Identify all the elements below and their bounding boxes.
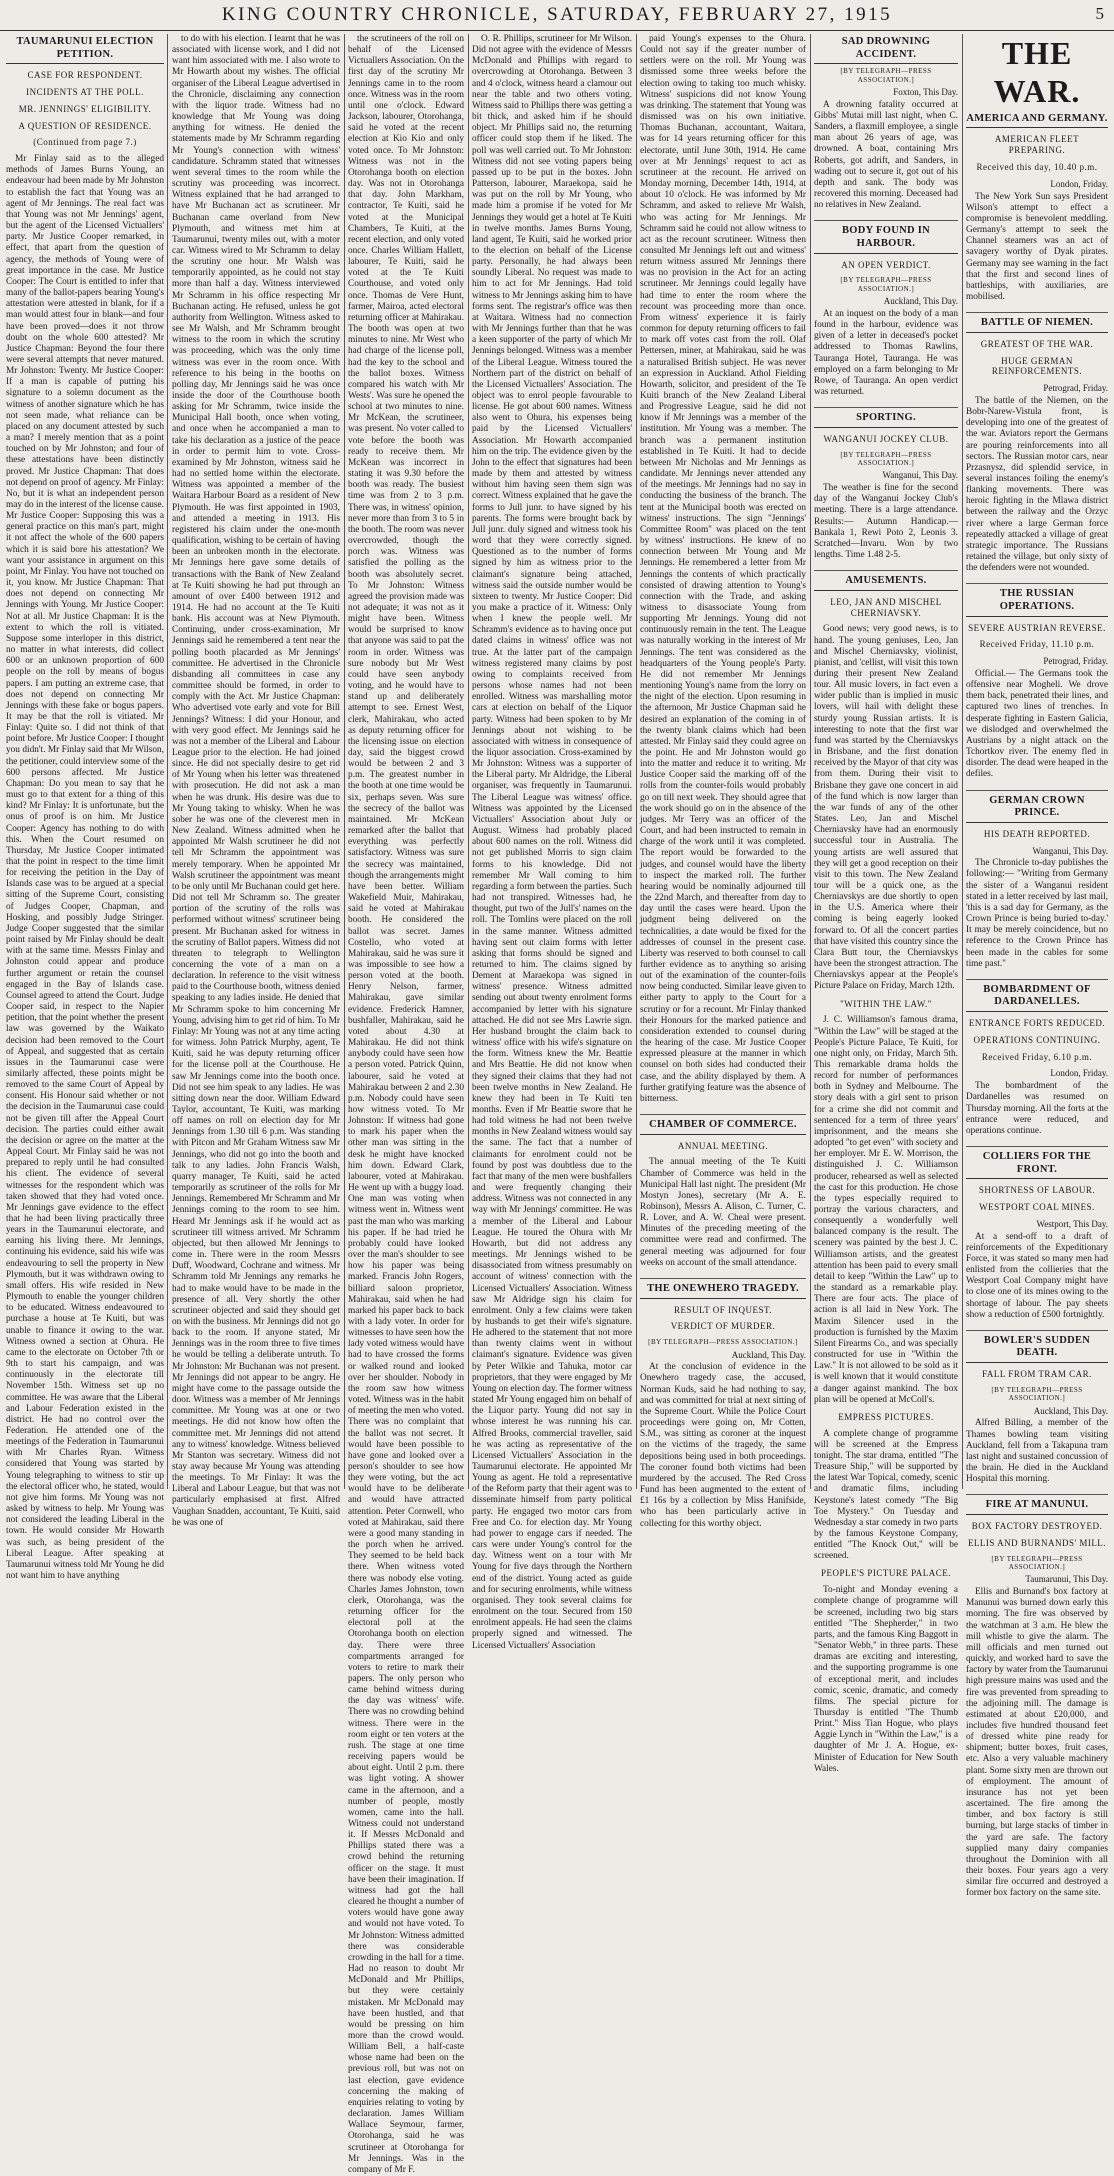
dateline: Petrograd, Friday. — [1043, 656, 1108, 667]
article-text: Official.— The Germans took the offensive near Mogheli. We drove them back, penetrated their lines, and captured two lines of trenches. In desperate fighting in Eastern Galicia, we dislodged and overwhelmed the Austrians by a night attack on the Tchortkov river. The enemy fled in disorder. The dead were heaped in the defiles. — [966, 668, 1108, 780]
divider — [966, 783, 1108, 791]
subheading: "WITHIN THE LAW." — [840, 998, 932, 1009]
subheading: GREATEST OF THE WAR. — [980, 338, 1094, 349]
dateline: Foxton, This Day. — [893, 86, 958, 97]
dateline: London, Friday. — [1050, 178, 1108, 189]
column-7 — [966, 34, 1108, 1899]
column-4 — [472, 34, 632, 1651]
harbour-heading: BODY FOUND IN HARBOUR. — [814, 225, 958, 253]
dateline: Wanganui, This Day. — [882, 470, 958, 481]
subheading: WANGANUI JOCKEY CLUB. — [823, 433, 949, 444]
received-time: Received Friday, 6.10 p.m. — [981, 1051, 1093, 1062]
subheading: RESULT OF INQUEST. — [673, 1304, 773, 1315]
column-rule — [636, 34, 637, 1489]
column-6 — [814, 34, 958, 1774]
subheading: HUGE GERMAN REINFORCEMENTS. — [991, 355, 1083, 377]
divider — [966, 576, 1108, 584]
sporting-heading: SPORTING. — [814, 412, 958, 428]
subheading: WESTPORT COAL MINES. — [979, 1202, 1095, 1213]
russian-heading: THE RUSSIAN OPERATIONS. — [966, 588, 1108, 616]
divider — [966, 1487, 1108, 1495]
article-text: The bombardment of the Dardanelles was resumed on Thursday morning. All the forts at the entrance were reduced, and operations continue. — [966, 1081, 1108, 1136]
the-war-title: THE WAR. — [993, 35, 1081, 110]
wire-credit: [BY TELEGRAPH—PRESS ASSOCIATION.] — [840, 67, 932, 84]
divider — [640, 1271, 806, 1279]
subheading: ANNUAL MEETING. — [677, 1140, 769, 1151]
article-text: The battle of the Niemen, on the Bobr-Narew-Vistula front, is developing into one of the greatest of the war. Aviators report the Germans are pouring reinforcements into all sectors. The Russian motor cars, near Przasnysz, did splendid service, in several instances foiling the enemy's flanking movements. There was heroic fighting in the Mlawa district between the railway and the Orzyc river where a large German force repeatedly attacked a village of great strategic importance. The Russians retained the village, but only sixty of the defenders were not wounded. — [966, 395, 1108, 574]
masthead-title: KING COUNTRY CHRONICLE, SATURDAY, FEBRUARY 27, 1915 — [221, 4, 893, 25]
article-text: paid Young's expenses to the Ohura. Could not say if the greater number of settlers were on the roll. Mr Young was dismissed some three weeks before the election owing to taking too much whisky. Witness' suspicions did not know Young was drinking. The statement that Young was dismissed was on his own initiative. Thomas Buchanan, accountant, Waitara, was for 14 years returning officer for this electorate, until June 30th, 1914. He came over at Mr Jennings' request to act as scrutineer at the recount. He arrived on Monday morning, December 14th, 1914, at about 10 o'clock. He was informed by Mr Schramm, and asked to relieve Mr Walsh, who was acting for Mr Jennings. Mr Schramm said he could not allow witness to act as the recount scrutineer. Witness then consulted Mr Jennings left out and witness' return witness assured Mr Jennings there was no provision in the Act for an acting scrutineer. Mr Jennings could legally have had time to enter the room where the recount was proceeding more than once. From witness' experience it is fairly common for deputy returning officers to fail to mark off votes cast from the roll. Olaf Pettersen, miner, at Mahirakau, said he was a naturalised British subject. He was never an expression in Auckland. Athol Fielding Howarth, solicitor, and president of the Te Kuiti branch of the New Zealand Liberal and Progressive League, said he did not know if Mr Jennings was a member of the institution. Mr Young was a member. The branch was a permanent institution established in Te Kuiti. It had to decide between Mr Nicholas and Mr Jennings as candidate. Mr Jennings never attended any of the meetings. Mr Jennings had no say in conducting the business of the branch. The tent at the Municipal booth was erected on witness' instructions. The sign "Jennings' Committee Room" was placed on the tent by witness' instructions. He knew of no connection between Mr Young and Mr Jennings. He remembered a letter from Mr Jennings the contents of which practically consisted of drawing attention to Young's connection with the Trade, and asking witness to disassociate Young from supporting Mr Jennings. Young did not continuously remain in the tent. The League was naturally working in the interest of Mr Jennings. The tent was considered as the headquarters of the Young people's Party. He did not remember Mr Jennings mentioning Young's name from the lorry on the night of the election. Upon resuming in the afternoon, Mr Justice Chapman said he desired an explanation of the coming in of the twenty blank claims which had been attested. Mr Finlay said they could agree on the point. He and Mr Johnston would go into the matter and reduce it to writing. Mr Justice Cooper said the marking off of the rolls from the counter-foils would probably go on till next week. They should agree that the work should go on in the absence of the judges. Mr Terry was an officer of the Court, and had been instructed to remain in charge of the work until it was completed. The report would be forwarded to the judges, and counsel would have the liberty to inspect the marked roll. The further hearing would be nominally adjourned till the 22nd March, and thereafter from day to day until the cases were heard. Upon the judgment being delivered on the technicalities, a date would be fixed for the addresses of counsel in the present case. Liberty was reserved to both counsel to call further evidence as to anything so arising out of the examination of the counter-foils now being conducted. Similar leave given to either party to apply to the Court for a scrutiny or for a recount. Mr Finlay thanked their Honours for the marked patience and consideration extended to counsel during the hearing of the case. Mr Justice Cooper expressed pleasure at the manner in which counsel on both sides had conducted their case, and the ability displayed by them. A further gratifying feature was the absence of bitterness. — [640, 34, 807, 1104]
divider — [966, 1323, 1108, 1331]
dateline: Auckland, This Day. — [731, 1349, 806, 1360]
subheading: MR. JENNINGS' ELIGIBILITY. — [18, 103, 152, 114]
received-time: Received this day, 10.40 p.m. — [976, 161, 1098, 172]
article-text: J. C. Williamson's famous drama, "Within the Law" will be staged at the People's Picture Palace, Te Kuiti, for one night only, on Friday, March 5th. This remarkable drama holds the record for number of performances both in Sydney and Melbourne. The story deals with a girl sent to prison for a crime she did not commit and sentenced for a term of three years' imprisonment, and the means she adopted "to get even" with society and her employer. Mr E. W. Morrison, the distinguished J. C. Williamson producer, rehearsed as well as selected the cast for this production. He chose the types especially required to portray the various characters, and consequently a wonderfully well balanced company is the result. The scenery was painted by the best J. C. Williamson artists, and the greatest attention has been paid to every small detail to keep "Within the Law" up to the standard as a remarkable play. There are four acts. The place of action is all laid in New York. The Maxim Silencer used in the production is furnished by the Maxim Silent Firearms Co., and was specially constructed for use in "Within the Law." It is not allowed to be sold as it is well known that it would constitute a danger against mankind. The box plan will be opened at McColl's. — [814, 1015, 958, 1405]
amusements-heading: AMUSEMENTS. — [814, 575, 958, 591]
subheading: A QUESTION OF RESIDENCE. — [18, 120, 152, 131]
subheading: ENTRANCE FORTS REDUCED. — [968, 1018, 1106, 1029]
dateline: Auckland, This Day. — [1033, 1405, 1108, 1416]
bowler-heading: BOWLER'S SUDDEN DEATH. — [966, 1335, 1108, 1363]
fire-heading: FIRE AT MANUNUI. — [966, 1499, 1108, 1515]
received-time: Received Friday, 11.10 p.m. — [979, 639, 1095, 650]
dateline: Westport, This Day. — [1036, 1218, 1108, 1229]
dardanelles-heading: BOMBARDMENT OF DARDANELLES. — [966, 984, 1108, 1012]
article-text: Mr Finlay said as to the alleged methods of James Burns Young, an endeavour had been made by Mr Johnston to establish the fact that Young was an agent of Mr Jennings. The real fact was that Young was not Mr Jennings' agent, but the agent of the Licensed Victuallers' party. Mr Justice Cooper remarked, in effect, that apart from the question of agency, the methods of Young were of great importance in the case. Mr Justice Cooper: The Court is entitled to infer that many of the ballot-papers bearing Young's attestation were attested in blank, for if a man would attest four in blank—and four have been proved—does it not throw doubt on the whole 600 attested? Mr Justice Chapman: Beyond the four there were several attempts that never matured. Mr Johnston: Twenty. Mr Justice Cooper: If a man is capable of putting his signature to a solemn document as the witness of another signature which he has not seen made, what reliance can be placed on any document attested by such a man? I merely mention that as a point touched on by Mr Johnston; and four of these attestations have been distinctly proved. Mr Justice Chapman: That does not depend on proof of agency. Mr Finlay: No, but it is what an independent person may do in the interest of the license cause. Mr Justice Cooper: Supposing this was a general practice on this man's part, might it not affect the whole of the 600 papers which it is said bore his attestation? We want your assistance in argument on this point, Mr Finlay. You have not touched on it, you know. Mr Justice Chapman: That does not depend on connecting Mr Jennings with Young. Mr Justice Cooper: Not at all. Mr Justice Chapman: It is the extent to which the roll is vitiated. Suppose some interloper in this district, no matter in what interests, did collect 600 or an unknown proportion of 600 people on the roll by means of bogus papers. I am putting an extreme case, that does not depend on connecting Mr Jennings with these fake or bogus papers. It may be that the roll is vitiated. Mr Finlay: Quite so. I did not think of that point before. Mr Justice Cooper: I thought you didn't. Mr Finlay said that Mr Wilson, the petitioner, could interview some of the 600 persons affected. Mr Justice Chapman: Do you mean to say that he must go to that extent for a thing of this kind? Mr Finlay: It is unfortunate, but the onus of proof is on him. Mr Justice Cooper: Agency has nothing to do with this. When the Court resumed on Thursday, Mr Justice Cooper intimated that the point in respect to the time limit for receiving the petition in the Day of Islands case was to be argued at a special sitting of the Supreme Court, consisting of Judges Cooper, Chapman, and Hosking, and possibly Judge Stringer. Judge Cooper suggested that the similar point raised by Mr Finlay should be dealt with at the same time. Messrs Finlay and Johnston could appear and produce further argument or retain the counsel engaged in the Bay of Islands case. Counsel agreed to attend the Court. Judge Cooper said, in respect to the Napier petition, that the point whether the present law was governed by the Waikato decision had been removed to the Court of Appeal, and suggested that as certain issues in the Taumarunui case were similarly affected, these points might be removed to the same Court of Appeal by consent. His Honour said whether or not the decision in the Taumarunui case could not be given till after the Appeal Court decision. The parties could either await the decision or agree on the matter at the Appeal Court. Mr Finlay said he was not prepared to reply until he had consulted his client. The evidence of several witnesses for the respondent which was taken showed that they had voted once. Mr Jennings gave evidence to the effect that he had been living practically three years in the Taumarunui electorate, and earning his living there. Mr Jennings, continuing his evidence, said his wife was endeavouring to sell the property in New Plymouth, but it was withdrawn owing to small offers. His wife resided in New Plymouth to enable the younger children to be educated. Witness endeavoured to purchase a house at Te Kuiti, but was unable to finance it owing to the war. Witness owned a section at Ohura. He came to the electorate on October 7th or 9th to start his campaign, and was continuously in the electorate till November 15th. Witness set up no committee. He was aware that the Liberal and Labour Federation existed in the district. He had no control over the Federation. He attended one of the meetings of the Federation in Taumarunui with Mr Charles Ryan. Witness considered that Young was started by Young telegraphing to witness to stir up the electoral officer who, he stated, would not give him forms. Mr Young was not asked by witness to help. Mr Young was not considered the leading Liberal in the town. He would consider Mr Howarth was such, as being president of the Liberal League. After speaking at Taumarunui witness told Mr Young he did not want him to have anything — [6, 154, 164, 1582]
subheading: HIS DEATH REPORTED. — [983, 828, 1091, 839]
divider — [814, 400, 958, 408]
article-text: Alfred Billing, a member of the Thames bowling team visiting Auckland, fell from a Takapuna tram last night and sustained concussion of the brain. He died in the Auckland Hospital this morning. — [966, 1418, 1108, 1485]
subheading: SHORTNESS OF LABOUR. — [978, 1185, 1096, 1196]
subheading: PEOPLE'S PICTURE PALACE. — [820, 1568, 952, 1579]
wire-credit: [BY TELEGRAPH—PRESS ASSOCIATION.] — [991, 1554, 1083, 1571]
dateline: Wanganui, This Day. — [1032, 845, 1108, 856]
wire-credit: [BY TELEGRAPH—PRESS ASSOCIATION.] — [840, 450, 932, 467]
drowning-heading: SAD DROWNING ACCIDENT. — [814, 36, 958, 64]
subheading: INCIDENTS AT THE POLL. — [26, 86, 144, 97]
column-rule — [344, 34, 345, 1489]
subheading: EMPRESS PICTURES. — [838, 1411, 934, 1422]
niemen-heading: BATTLE OF NIEMEN. — [966, 317, 1108, 333]
article-text: At the conclusion of evidence in the Onewhero tragedy case, the accused, Norman Kuds, said he had nothing to say, and was committed for trial at next sitting of the Supreme Court. While the Police Court proceedings were going on, Mr Cotten, S.M., was sitting as coroner at the inquest on the victims of the tragedy, the same depositions being used in both proceedings. The coroner found both victims had been murdered by the accused. The Red Cross Fund has been augmented to the extent of £1 16s by a collection by Miss Hanifside, who has been particularly active in collecting for this worthy object. — [640, 1362, 806, 1529]
article-text: The Chronicle to-day publishes the following:— "Writing from Germany the sister of a Wanganui resident stated in a letter received by last mail, 'this is a sad day for Germany, as the Crown Prince is being buried to-day.' It may be merely coincidence, but no reference to the Crown Prince has been made in the cables for some time past." — [966, 858, 1108, 969]
column-rule — [962, 34, 963, 1489]
article-text: Ellis and Burnand's box factory at Manunui was burned down early this morning. The fire was observed by the watchman at 3 a.m. He blew the mill whistle to give the alarm. The mill officials and men turned out quickly, and worked hard to save the factory by water from the Taumarunui high pressure mains was used and the fire was prevented from spreading to the adjoining mill. The damage is estimated at about £20,000, and includes five hundred thousand feet of dressed white pine ready for shipment; butter boxes, fruit cases, etc. Also a very valuable machinery plant. Some sixty men are thrown out of employment. The amount of insurance has not yet been ascertained. The fire among the timber, and box factory is still burning, but large stacks of timber in the yard are safe. The factory supplied many dairy companies throughout the Dominion with all their boxes. Four years ago a very similar fire occurred and destroyed a former box factory on the same site. — [966, 1587, 1108, 1899]
dateline: Petrograd, Friday. — [1043, 383, 1108, 394]
article-text: At a send-off to a draft of reinforcements of the Expeditionary Force, it was stated so many men had enlisted from the collieries that the Westport Coal Company might have to close one of its mines owing to the shortage of labour. The pay sheets show a reduction of £500 fortnightly. — [966, 1231, 1108, 1320]
subheading: SEVERE AUSTRIAN REVERSE. — [968, 622, 1106, 633]
divider — [814, 213, 958, 221]
column-1 — [6, 34, 164, 1582]
article-text: To-night and Monday evening a complete change of programme will be screened, including two big stars entitled "The Shepherder," in two parts, and the famous King Baggott in "Senator Webb," in three parts. These dramas are exciting and interesting, and the supporting programme is one of exceptional merit, and includes comic, scenic, dramatic, and comedy films. The special picture for Thursday is entitled "The Thumb Print." Miss Tian Hogue, who plays Aggie Lynch in "Within the Law," is a daughter of Mr J. A. Hogue, ex-Minister of Education for New South Wales. — [814, 1585, 958, 1774]
article-text: The weather is fine for the second day of the Wanganui Jockey Club's meeting. There is a large attendance. Results:— Autumn Handicap.— Bankala 1, Rewi Poto 2, Leonis 3. Scratched—Invaru. Won by two lengths. Time 1.48 2-5. — [814, 483, 958, 561]
onewhero-heading: THE ONEWHERO TRAGEDY. — [640, 1283, 806, 1299]
article-text: A complete change of programme will be screened at the Empress tonight. The star drama, entitled "The Treasure Ship," will be supported by the latest War Topical, comedy, scenic and dramatic films, including Keystone's latest comedy "The Big Toe Mystery." On Tuesday and Wednesday a star comedy in two parts by the famous Keystone Company, entitled "The Knock Out," will be screened. — [814, 1428, 958, 1562]
colliers-heading: COLLIERS FOR THE FRONT. — [966, 1151, 1108, 1179]
divider — [640, 1107, 806, 1115]
divider — [814, 563, 958, 571]
subheading: ELLIS AND BURNANDS' MILL. — [967, 1537, 1107, 1548]
column-2 — [172, 34, 340, 1528]
subheading: OPERATIONS CONTINUING. — [973, 1034, 1101, 1045]
column-3 — [348, 34, 464, 2175]
subheading: BOX FACTORY DESTROYED. — [971, 1520, 1103, 1531]
column-rule — [167, 34, 168, 1489]
dateline: London, Friday. — [1050, 1068, 1108, 1079]
election-petition-heading: TAUMARUNUI ELECTION PETITION. — [6, 36, 164, 64]
divider — [966, 972, 1108, 980]
subheading: VERDICT OF MURDER. — [670, 1321, 776, 1332]
subheading: AMERICAN FLEET PREPARING. — [994, 134, 1080, 156]
article-text: to do with his election. I learnt that he was associated with license work, and I did not want him associated with me. I also wrote to Mr Howarth about my wishes. The official organiser of the Liberal League advertised in the Chronicle, disclaiming any connection with the liquor trade. Witness had no knowledge that Mr Young was doing anything for witness. He denied the statements made by Mr Schramm regarding Mr Young's connection with witness' candidature. Schramm stated that witnesses went several times to the room while the scrutiny was proceeding was incorrect. Witness explained that he had arranged to have Mr Buchanan act as scrutineer. Mr Buchanan came overland from New Plymouth, and witness met him at Taumarunui, twenty miles out, with a motor car. Witness wired to Mr Schramm to delay the scrutiny one hour. Mr Walsh was temporarily appointed, as he could not stay more than half a day. Witness interviewed Mr Schramm in his office respecting Mr Buchanan acting. He refused, unless he got authority from Wellington. Witness asked to see Mr Walsh, and Mr Schramm brought witness to the room in which the scrutiny was proceeding, which was the only time witness was ever in the room once. With reference to his being in the booths on polling day, Mr Jennings said he was once inside the door of the Courthouse booth asking for Mr Schramm, twice inside the Municipal Hall booth, once when voting, and once when he accompanied a man to take his declaration as a justice of the peace in order to permit him to vote. Cross-examined by Mr Johnston, witness said he had no settled home within the electorate. Witness was appointed a member of the Waitara Harbour Board as a resident of New Plymouth. He was first appointed in 1903, and attended a meeting in 1913. His registered his claim under the one-month qualification, wishing to be certain of having been an unbroken month in the electorate. Mr Jennings here gave some details of transactions with the Bank of New Zealand at Te Kuiti showing he had put through an amount of over £400 between 1912 and 1914. He had no account at the Te Kuiti bank. His account was at New Plymouth. Continuing, under cross-examination, Mr Jennings said he remembered a tent near the polling booth placarded as Mr Jennings' committee. He advertised in the Chronicle disbanding all committees in case any committee should be formed, in order to comply with the Act. Mr Justice Chapman: Who advertised vote early and vote for Bill Jennings? Witness: I did your Honour, and with very good effect. Mr Jennings said he was not a member of the Liberal and Labour League prior to the election. He had joined since. He did not specially desire to get rid of Mr Young when his letter was threatened with prosecution. He did not ask a man when he was drunk. His desire was due to Mr Young taking to whisky. When he was sober he was one of the cleverest men in New Zealand. Witness admitted when he appointed Mr Walsh scrutineer he did not tell Mr Schramm the appointment was merely temporary. When he appointed Mr Walsh scrutineer the appointment was meant to be only until Mr Buchanan could get here. Did not tell Mr Schramm so. The greater portion of the scrutiny of the rolls was performed without witness' scrutineer being present. Mr Buchanan asked for witness in the scrutiny of Ballot papers. Witness did not threaten to telegraph to Wellington concerning the vote of a man on a declaration. In reference to the visit witness paid to the Courthouse booth, witness denied speaking to any ladies inside. He denied that Mr Schramm spoke to him concerning Mr Young, advising him to get rid of him. To Mr Finlay: Mr Young was not at any time acting for witness. John Patrick Murphy, agent, Te Kuiti, said he was deputy returning officer for the license poll at the Courthouse. He saw Mr Jennings come into the booth once. Did not see him speak to any ladies. He was sitting down near the door. William Edward Taylor, accountant, Te Kuiti, was marking off names on roll on election day for Mr Jennings from 1.30 till 6 p.m. Was standing with Pitcon and Mr Graham Witness saw Mr Jennings, who did not go into the booth and talk to any ladies. John Francis Walsh, quarry manager, Te Kuiti, said he acted temporarily as scrutineer of the rolls for Mr Jennings. Remembered Mr Schramm and Mr Jennings coming to the room to see him. Heard Mr Jennings ask if he would act as scrutineer till witness arrived. Mr Schramm objected, but then allowed Mr Jennings to come in. There were in the room Messrs Duff, Woodward, Cochrane and witness. Mr Schramm told Mr Jennings any remarks he had to make would have to be made in the presence of all. Very shortly the other scrutineer objected and said they should get on with the business. Mr Jennings did not go back to the room. If anyone stated, Mr Jennings was in the room three to five times he would be telling a deliberate untruth. To Mr Johnston: Mr Buchanan was not present. Mr Jennings did not appear to be angry. He might have come to the passage outside the door. Witness was a member of Mr Jennings committee. Mr Young was at one or two meetings. He did not know how often the committee met. Mr Jennings did not attend any to witness' knowledge. Witness believed Mr Stanton was secretary. Witness did not stay away because Mr Young was attending the meetings. To Mr Finlay: It was the Liberal and Labour League, but that was not particularly emphasised at first. Alfred Vaughan Snadden, accountant, Te Kuiti, said he was one of — [172, 34, 340, 1528]
article-text: Good news; very good news, is to hand. The young geniuses, Leo, Jan and Mischel Cherniavsky, violinist, pianist, and 'cellist, will visit this town during their present New Zealand tour. All music lovers, in fact even a wider public than is implied in music lovers, will hail with delight these sturdy young Russian artists. It is interesting to note that the first war fund was started by the Cherniavskys in Brisbane, and the first donation received by the Mayor of that city was from them. During their visit to Brisbane they gave one concert in aid of the fund which is now larger than the war funds of any of the other States. Leo, Jan and Mischel Cherniavsky have had an enormously successful tour in Australia. The young artists are well assured that they will get a good reception on their visit to this town. The New Zealand tour will be a quick one, as the Cherniavskys are due shortly to open in the U.S. America where their coming is being eagerly looked forward to. Of all the concert parties that have visited this country since the Clara Butt tour, the Cherniavskys have been the strongest attraction. The Cherniavskys appear at the People's Picture Palace on Friday, March 12th. — [814, 624, 958, 992]
dateline: Auckland, This Day. — [883, 296, 958, 307]
subheading: AN OPEN VERDICT. — [841, 259, 931, 270]
article-text: The annual meeting of the Te Kuiti Chamber of Commerce was held in the Municipal Hall last night. The president (Mr Mostyn Jones), secretary (Mr A. E. Robinson), Messrs A. Alison, C. Turner, C. R. Lover, and A. W. Cheal were present. Minutes of the preceding meeting of the committee were read and confirmed. The general meeting was adjourned for four weeks on account of the small attendance. — [640, 1157, 806, 1268]
subheading: CASE FOR RESPONDENT. — [27, 70, 143, 81]
article-text: At an inquest on the body of a man found in the harbour, evidence was given of a letter in deceased's pocket addressed to Thomas Rawlins, Tauranga Hotel, Tauranga. He was employed on a farm belonging to Mr Rowe, of Tauranga. An open verdict was returned. — [814, 308, 958, 397]
page-number: 5 — [1095, 4, 1104, 23]
masthead — [0, 0, 1114, 31]
crown-prince-heading: GERMAN CROWN PRINCE. — [966, 795, 1108, 823]
article-text: O. R. Phillips, scrutineer for Mr Wilson. Did not agree with the evidence of Messrs McDonald and Phillips with regard to overcrowding at Otorohanga. Between 3 and 4 o'clock, witness heard a clamour out near the table and two others voting. Witness said to Phillips there was getting a bit thick, and asked him if he should object. Mr Phillips said no, the returning officer could stop them if he liked. The poll was well carried out. To Mr Johnston: Witness did not see voting papers being passed up to be put in the boxes. John Patterson, labourer, Maraekopa, said he was put on the roll by Mr Young, who made him a promise if he voted for Mr Jennings they would get a hotel at Te Kuiti in twelve months. James Burns Young, land agent, Te Kuiti, said he worked prior to the election on behalf of the License party. Personally, he had always been soundly Liberal. No request was made to him to act for Mr Jennings. Had told witness to Mr Jennings asking him to have forms sent. The registrar's office was then at Waitara. Witness had no connection with Mr Jennings further than that he was a keen supporter of the party of which Mr Jennings belonged. Witness was a member of the Liberal League. Witness toured the Northern part of the district on behalf of the Licensed Victuallers' Association. The object was to enrol people favourable to license. He got about 600 names. Witness also went to Ohura, his expenses being paid by the Licensed Victuallers' Association. Mr Howarth accompanied him on the trip. The evidence given by the John to the effect that signatures had been made by them and attested by witness without him having seen them sign was correct. Witness explained that he gave the forms to Jull junr. to have signed by his parents. The forms were brought back by Jull junr. duly signed and witness took his word that they were correctly signed. Questioned as to the number of forms signed by him as witness prior to the claimant's signature being attached, witness said the outside number would be sixteen to twenty. Mr Justice Cooper: Did you make a practice of it. Witness: Only when I knew the people well. Mr Schramm's evidence as to having once put dated claims in witness' office was not true. At the latter part of the campaign witness registered many claims by post owing to complaints received from persons whose names had not been enrolled. Witness was marshalling motor cars at election on behalf of the Liquor party. Witness had been spoken to by Mr Jennings about not wishing to be associated with witness in consequence of the liquor association. Cross-examined by Mr Johnston: Witness was a supporter of the Liberal party. Mr Aldridge, the Liberal organiser, was frequently in Taumarunui. The Liberal League was witness' office. Witness was appointed by the Licensed Victuallers' Association about July or August. Witness had probably placed about 600 names on the roll. Witness did not get published Morris to sign claim forms to his knowledge. Did not remember Mr Wall coming to him regarding a form between the parties. Such had not transpired. Witnesses had, he thought, put two of the Jull's' names on the roll. The Tomlins were placed on the roll in the same manner. Witness admitted having sent out claim forms with letter asking that forms should be signed and returned to him. The claims signed by Dement at Maraekopa was signed in witness' presence. Witness admitted sending out about twenty enrolment forms accompanied by letter with his signature attached. He did not see Mrs Lawrie sign. Her husband brought the claim back to witness' office with his wife's signature on the form. Witness knew the Mr. Beattie and Mrs Beattie. He did not know when they signed their claims that they had not been twelve months in New Zealand. He knew they had been in Te Kuiti ten months. Even if Mr Beattie swore that he had told witness he had not been twelve months in New Zealand witness would say the same. The fact that a number of claimants for enrolment could not be found by post was doubtless due to the fact that many of the men were bushfallers and were frequently changing their address. Witness was not connected in any way with Mr Jennings' committee. He was a member of the Liberal and Labour League. He toured the Ohura with Mr Howarth, but did not address any meetings. Mr Jennings wished to be disassociated from witness presumably on account of witness' connection with the Licensed Victuallers' Association. Witness saw Mr Aldridge sign his claim for enrolment. Only a few claims were taken by husbands to get their wife's signature. He adhered to the statement that not more than twenty claims went in without claimant's signature. Evidence was given by Peter Wilkie and Tahuka, motor car proprietors, that they were engaged by Mr Young on election day. The former witness stated Mr Young engaged him on behalf of the Liquor party. Young did not say in whose interest he was running his car. Alfred Brooks, commercial traveller, said he was acting as representative of the Licensed Victuallers' Association in the Taumarunui electorate. He appointed Mr Young as agent. He told a representative of the Reform party that their agent was to disseminate himself from party political party. He engaged two motor cars from Free and Co. for election day. Mr Young had power to engage cars if needed. The cars were under Young's control for the day. Witness went on a tour with Mr Young for five days through the Northern end of the district. Young acted as guide and for securing enrolments, while witness organised. They took several claims for enrolment on the tour. Secured from 150 enrolment appeals. He had seen the claims properly signed and witnessed. The Licensed Victuallers' Association — [472, 34, 632, 1651]
column-5 — [640, 34, 807, 1529]
column-rule — [468, 34, 469, 1489]
wire-credit: [BY TELEGRAPH—PRESS ASSOCIATION.] — [991, 1385, 1083, 1403]
article-text: A drowning fatality occurred at Gibbs' Mutai mill last night, when C. Sanders, a flaxmill employee, a single man about 26 years of age, was drowned. A boat, containing Mrs Roberts, got adrift, and Sanders, in wading out to secure it, got out of his depth and sank. The body was recovered this morning. Deceased had no relatives in New Zealand. — [814, 99, 958, 211]
continued-note: (Continued from page 7.) — [33, 137, 137, 148]
subheading: LEO, JAN AND MISCHEL CHERNIAVSKY. — [830, 596, 942, 618]
column-rule — [810, 34, 811, 1489]
dateline: Taumarunui, This Day. — [1025, 1574, 1108, 1585]
divider — [966, 1139, 1108, 1147]
commerce-heading: CHAMBER OF COMMERCE. — [640, 1119, 806, 1135]
article-text: The New York Sun says President Wilson's attempt to effect a compromise is benevolent meddling. Germany's attempt to seek the Channel steamers was an act of savagery worthy of Dyak pirates. Germany may see warning in the fact that the first and second lines of battleships, with auxiliaries, are mobilised. — [966, 191, 1108, 302]
subheading: FALL FROM TRAM CAR. — [982, 1369, 1092, 1380]
wire-credit: [BY TELEGRAPH—PRESS ASSOCIATION.] — [648, 1338, 798, 1347]
america-heading: AMERICA AND GERMANY. — [966, 113, 1108, 129]
article-text: the scrutineers of the roll on behalf of the Licensed Victuallers Association. On the first day of the scrutiny Mr Jennings came in to the room once. Witness was in the room until one o'clock. Edward Jackson, labourer, Otorohanga, said he voted at the recent election at Kio Kio and only voted once. To Mr Johnston: Witness was not in the Otorohanga booth on election day. Was not in Otorohanga that day. John Markham, contractor, Te Kuiti, said he voted at the Municipal Chambers, Te Kuiti, at the recent election, and only voted once. Charles William Hallett, labourer, Te Kuiti, said he voted at the Te Kuiti Courthouse, and voted only once. Thomas de Vere Hunt, farmer, Mairoa, acted electoral returning officer at Mahirakau. The booth was open at two minutes to nine. Mr West who had charge of the license poll, had the key to the school and the ballot boxes. Witness compared his watch with Mr Wests'. Was sure he opened the school at two minutes to nine. Mr McKean, the scrutineer, was present. No voter called to vote before the booth was ready to receive them. Mr McKean was incorrect in stating it was 9.30 before the booth was ready. The busiest time was from 2 to 3 p.m. There was, in witness' opinion, never more than from 3 to 5 in the booth. The room was never overcrowded, though the porch was. Witness was satisfied the polling as the booth was absolutely secret. To Mr Johnston: Witness agreed the provision made was not adequate; it was not as it might have been. Witness would be surprised to know that anyone was said to pat the room in order. Witness was sure nobody but Mr West could have seen anybody voting, and he would have to stand up and deliberately attempt to see. Ernest West, clerk, Mahirakau, who acted as deputy returning officer for the licensing issue on election day, said the biggest crowd would be between 2 and 3 p.m. The greatest number in the booth at one time would be six, perhaps seven. Was sure the secrecy of the ballot was maintained. Mr McKean remarked after the ballot that everything was perfectly satisfactory. Witness was sure the secrecy was maintained, though the arrangements might have been better. William Wakefield Muir, Mahirakau, said he voted at Mahirakau booth. He considered the ballot was secret. James Costello, who voted at Mahirakau, said he was sure it was impossible to see how a person voted at the booth. Henry Nelson, farmer, Mahirakau, gave similar evidence. Frederick Hamner, bushfaller, Mahirakau, said he voted about 4.30 at Mahirakau. He did not think anybody could have seen how a person voted. Patrick Quinn, labourer, said he voted at Mahirakau between 2 and 2.30 p.m. Nobody could have seen how witness voted. To Mr Johnston: If witness had gone to mark his paper when the other man was sitting in the desk he might have knocked him down. Edward Clark, labourer, voted at Mahirakau. He went up with a buggy load. One man was voting when witness went in. Witness went past the man who was marking his paper. If he had tried he probably could have looked over the man's shoulder to see how his paper was being marked. Francis John Rogers, billiard saloon proprietor, Mahirakau, said when he had marked his paper back to back with a lady voter. In order for witnesses to have seen how the lady voted witness would have had to have crossed the forms or walked round and looked over her shoulder. Nobody in the room saw how witness voted. Witness was in the habit of meeting the men who voted. There was no complaint that the ballot was not secret. It would have been possible to have gone and looked over a person's shoulder to see how they were voting, but the act would have to be deliberate and would have attracted attention. Peter Cornwell, who voted at Mahirakau, said there were a good many standing in the porch when he arrived. They seemed to be held back there. When witness voted there was nobody else voting. Charles James Johnston, town clerk, Otorohanga, was the returning officer for the electoral poll at the Otorohanga booth on election day. There were three compartments arranged for voters to retire to mark their papers. The only person who came behind witness during the day was witness' wife. There was no crowding behind witness. There were in the room eight or ten voters at the rush. The stage at one time receiving papers would be about eight. Until 2 p.m. there was light voting. A shower came in the afternoon, and a number of people, mostly women, came into the hall. Witness could not understand it. If Messrs McDonald and Phillips stated there was a crowd behind the returning officer on the stage. It must have been their imagination. If witness had got the hall cleared he thought a number of voters would have gone away and would not have voted. To Mr Johnston: Witness admitted there was considerable crowding in the hall for a time. Had no reason to doubt Mr McDonald and Mr Phillips, but they were certainly mistaken. Mr McDonald may have been hustled, and that would be pressing on him more than the crowd would. William Bell, a half-caste whose name had been on the previous roll, but was not on last election, gave evidence concerning the making of enquiries relating to voting by declaration. James William Wallace Seymour, farmer, Otorohanga, said he was scrutineer at Otorohanga for Mr Jennings. Was in the company of Mr F. — [348, 34, 464, 2175]
divider — [966, 305, 1108, 313]
wire-credit: [BY TELEGRAPH—PRESS ASSOCIATION.] — [840, 276, 932, 293]
